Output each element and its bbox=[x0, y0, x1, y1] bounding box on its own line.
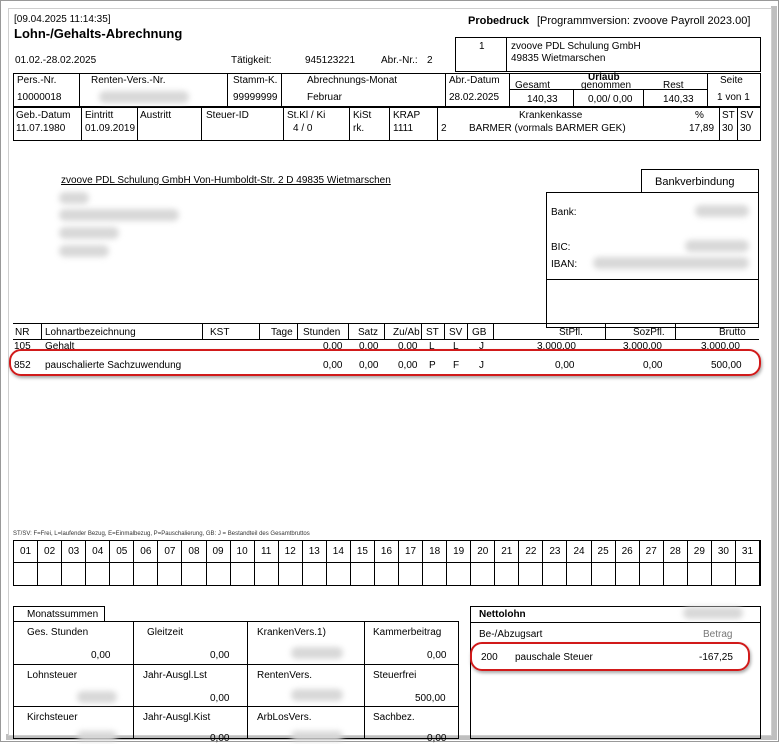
abzugsart-label: Be-/Abzugsart bbox=[479, 629, 543, 640]
day-entry-20 bbox=[471, 563, 495, 585]
monat-label: Abrechnungs-Monat bbox=[307, 75, 398, 86]
lohnsteuer-label: Lohnsteuer bbox=[27, 670, 78, 681]
gleitzeit-value: 0,00 bbox=[210, 650, 230, 661]
redacted-krankenvers bbox=[291, 647, 343, 659]
timestamp: [09.04.2025 11:14:35] bbox=[14, 14, 111, 25]
day-cell-11: 11 bbox=[255, 541, 279, 563]
day-cell-15: 15 bbox=[351, 541, 375, 563]
day-entry-12 bbox=[279, 563, 303, 585]
redacted-renten bbox=[99, 91, 189, 103]
taetigkeit-label: Tätigkeit: bbox=[231, 55, 272, 66]
austritt-label: Austritt bbox=[140, 110, 172, 121]
day-entry-16 bbox=[375, 563, 399, 585]
gleitzeit-label: Gleitzeit bbox=[147, 627, 184, 638]
monat-value: Februar bbox=[307, 92, 343, 103]
company-city: 49835 Wietmarschen bbox=[511, 53, 606, 64]
jahr-ausgl-kist-label: Jahr-Ausgl.Kist bbox=[143, 712, 211, 723]
day-cell-17: 17 bbox=[399, 541, 423, 563]
steuerfrei-value: 500,00 bbox=[415, 693, 446, 704]
day-entry-08 bbox=[182, 563, 206, 585]
pers-nr: 10000018 bbox=[17, 92, 62, 103]
day-cell-14: 14 bbox=[327, 541, 351, 563]
days-grid bbox=[13, 540, 761, 586]
day-entry-06 bbox=[134, 563, 158, 585]
col-nr: NR bbox=[15, 327, 30, 338]
day-entry-17 bbox=[399, 563, 423, 585]
krankenkasse-label: Krankenkasse bbox=[519, 110, 583, 121]
kist-label: KiSt bbox=[353, 110, 372, 121]
bank-title: Bankverbindung bbox=[655, 176, 735, 188]
day-entry-04 bbox=[86, 563, 110, 585]
stamm-value: 99999999 bbox=[233, 92, 278, 103]
company-name: zvoove PDL Schulung GmbH bbox=[511, 41, 641, 52]
day-cell-25: 25 bbox=[592, 541, 616, 563]
redacted-recipient-4 bbox=[59, 245, 109, 257]
day-cell-19: 19 bbox=[447, 541, 471, 563]
day-entry-15 bbox=[351, 563, 375, 585]
col-tage: Tage bbox=[271, 327, 293, 338]
day-entry-13 bbox=[303, 563, 327, 585]
day-cell-13: 13 bbox=[303, 541, 327, 563]
krap-label: KRAP bbox=[393, 110, 421, 121]
day-cell-02: 02 bbox=[38, 541, 62, 563]
day-cell-26: 26 bbox=[616, 541, 640, 563]
kammerbeitrag-label: Kammerbeitrag bbox=[373, 627, 442, 638]
day-entry-31 bbox=[736, 563, 760, 585]
rentenvers-label: RentenVers. bbox=[257, 670, 313, 681]
steuer-id-label: Steuer-ID bbox=[206, 110, 249, 121]
stkl-value: 4 / 0 bbox=[293, 123, 313, 134]
sender-line: zvoove PDL Schulung GmbH Von-Humboldt-Str. 2 D 49835 Wietmarschen bbox=[61, 175, 391, 186]
col-stunden: Stunden bbox=[303, 327, 341, 338]
krankenvers-label: KrankenVers.1) bbox=[257, 627, 326, 638]
geb-value: 11.07.1980 bbox=[16, 123, 66, 134]
day-entry-11 bbox=[255, 563, 279, 585]
steuerfrei-label: Steuerfrei bbox=[373, 670, 417, 681]
col-kst: KST bbox=[210, 327, 230, 338]
redacted-lohnsteuer bbox=[77, 691, 117, 703]
monatssummen-title: Monatssummen bbox=[27, 609, 99, 620]
redacted-kirchsteuer bbox=[77, 731, 117, 741]
day-entry-01 bbox=[14, 563, 38, 585]
jahr-ausgl-lst-label: Jahr-Ausgl.Lst bbox=[143, 670, 207, 681]
day-cell-31: 31 bbox=[736, 541, 760, 563]
abr-datum-label: Abr.-Datum bbox=[449, 75, 500, 86]
ges-stunden-value: 0,00 bbox=[91, 650, 111, 661]
pers-nr-label: Pers.-Nr. bbox=[17, 75, 57, 86]
table-row-gehalt: 105 Gehalt 0,00 0,00 0,00 L L J 3.000,00 3.000,00 3.000,00 bbox=[14, 341, 740, 352]
day-entry-05 bbox=[110, 563, 134, 585]
day-cell-24: 24 bbox=[567, 541, 591, 563]
day-entry-24 bbox=[567, 563, 591, 585]
sachbez-label: Sachbez. bbox=[373, 712, 415, 723]
col-brutto: Brutto bbox=[719, 327, 746, 338]
abr-nr-value: 2 bbox=[427, 55, 433, 66]
kammerbeitrag-value: 0,00 bbox=[427, 650, 447, 661]
abr-nr-label: Abr.-Nr.: bbox=[381, 55, 418, 66]
redacted-bank bbox=[695, 205, 749, 217]
netto-row-nr: 200 bbox=[481, 652, 498, 663]
day-cell-01: 01 bbox=[14, 541, 38, 563]
st-value: 30 bbox=[722, 123, 734, 134]
day-cell-12: 12 bbox=[279, 541, 303, 563]
col-stpfl: StPfl. bbox=[559, 327, 583, 338]
stkl-label: St.Kl / Ki bbox=[287, 110, 326, 121]
day-entry-09 bbox=[207, 563, 231, 585]
redacted-iban bbox=[593, 257, 749, 269]
day-cell-06: 06 bbox=[134, 541, 158, 563]
redacted-rentenvers bbox=[291, 689, 343, 701]
day-cell-03: 03 bbox=[62, 541, 86, 563]
legend-text: ST/SV: F=Frei, L=laufender Bezug, E=Einmalbezug, P=Pauschalierung, GB: J = Bestandteil des Gesamtbruttos bbox=[13, 531, 310, 537]
jahr-ausgl-lst-value: 0,00 bbox=[210, 693, 230, 704]
day-entry-29 bbox=[688, 563, 712, 585]
sv-value: 30 bbox=[740, 123, 752, 134]
sachbez-value: 0,00 bbox=[427, 733, 447, 744]
day-entry-28 bbox=[664, 563, 688, 585]
col-sv: SV bbox=[449, 327, 463, 338]
day-cell-07: 07 bbox=[158, 541, 182, 563]
day-entry-03 bbox=[62, 563, 86, 585]
kirchsteuer-label: Kirchsteuer bbox=[27, 712, 78, 723]
col-gb: GB bbox=[472, 327, 487, 338]
abr-datum: 28.02.2025 bbox=[449, 92, 500, 103]
day-cell-04: 04 bbox=[86, 541, 110, 563]
day-cell-21: 21 bbox=[495, 541, 519, 563]
nettolohn-title: Nettolohn bbox=[479, 609, 526, 620]
seite-label: Seite bbox=[720, 75, 743, 86]
day-entry-10 bbox=[231, 563, 255, 585]
redacted-bic bbox=[685, 240, 749, 252]
st-label: ST bbox=[722, 110, 735, 121]
day-entry-19 bbox=[447, 563, 471, 585]
iban-label: IBAN: bbox=[551, 259, 578, 270]
netto-row-name: pauschale Steuer bbox=[515, 652, 593, 663]
day-entry-26 bbox=[616, 563, 640, 585]
day-cell-05: 05 bbox=[110, 541, 134, 563]
sv-label: SV bbox=[740, 110, 754, 121]
day-entry-23 bbox=[543, 563, 567, 585]
gesamt-label: Gesamt bbox=[515, 80, 551, 91]
day-entry-27 bbox=[640, 563, 664, 585]
day-entry-07 bbox=[158, 563, 182, 585]
day-cell-29: 29 bbox=[688, 541, 712, 563]
col-sozpfl: SozPfl. bbox=[633, 327, 665, 338]
probedruck-label: Probedruck bbox=[468, 15, 530, 27]
program-version: [Programmversion: zvoove Payroll 2023.00] bbox=[537, 15, 751, 27]
day-cell-22: 22 bbox=[519, 541, 543, 563]
geb-label: Geb.-Datum bbox=[16, 110, 71, 121]
krankenkasse-name: BARMER (vormals BARMER GEK) bbox=[469, 123, 626, 134]
genommen-label: genommen bbox=[581, 80, 632, 91]
day-cell-27: 27 bbox=[640, 541, 664, 563]
day-entry-30 bbox=[712, 563, 736, 585]
taetigkeit-value: 945123221 bbox=[305, 55, 356, 66]
day-entry-02 bbox=[38, 563, 62, 585]
percent-value: 17,89 bbox=[689, 123, 715, 134]
redacted-recipient-2 bbox=[59, 209, 179, 221]
day-cell-16: 16 bbox=[375, 541, 399, 563]
day-cell-23: 23 bbox=[543, 541, 567, 563]
urlaub-label: Urlaub bbox=[588, 72, 620, 83]
redacted-recipient-1 bbox=[59, 192, 89, 204]
redacted-nettolohn bbox=[683, 607, 743, 619]
jahr-ausgl-kist-value: 0,00 bbox=[210, 733, 230, 744]
bank-label: Bank: bbox=[551, 207, 577, 218]
day-cell-10: 10 bbox=[231, 541, 255, 563]
day-entry-22 bbox=[519, 563, 543, 585]
col-lohnart: Lohnartbezeichnung bbox=[45, 327, 136, 338]
nettolohn-box bbox=[470, 606, 761, 739]
percent-label: % bbox=[695, 110, 704, 121]
netto-row-value: -167,25 bbox=[699, 652, 733, 663]
rest-label: Rest bbox=[663, 80, 684, 91]
day-cell-09: 09 bbox=[207, 541, 231, 563]
payslip-page: [09.04.2025 11:14:35] Lohn-/Gehalts-Abrechnung Probedruck [Programmversion: zvoove Payroll 2023.00] 01.02.-28.02.2025 Tätigkeit: 945123221 Abr.-Nr.: 2 1 zvoove PDL Schulung GmbH 49835 Wietmarschen Pers.-Nr. 10000018 Renten-Vers.-Nr. Stamm-K. 99999999 Abrechnungs-Monat Februar Abr.-Datum 28.02.2025 Urlaub Gesamt genommen Rest 140,33 0,00/ 0,00 140,33 Seite 1 von 1 Geb.-Datum 11.07.1980 Eintritt 01.09.2019 Austritt Steuer-ID St.Kl / Ki 4 / 0 KiSt rk. KRAP 1111 Krankenkasse 2 BARMER (vormals BARMER GEK) % 17,89 ST 30 SV 30 zvoove PDL Schulung GmbH Von-Humboldt-Str. 2 D 49835 Wietmarschen Bankverbindung Bank: BIC: IBAN: NR Lohnartbezeichnung KST Tage Stunden Satz Zu/Ab ST SV GB StPfl. SozPfl. Brutto 105 Gehalt 0,00 0,00 0,00 L L J 3.000,00 3.000,00 3.000,00 852 pauschalierte Sachzuwendung 0,00 0,00 0,00 P F J 0,00 0,00 500,00 ST/SV: F=Frei, L=laufender Bezug, E=Einmalbezug, P=Pauschalierung, GB: J = Bestandteil des Gesamtbruttos 01 02 03 04 05 06 07 08 09 10 11 12 13 14 15 16 17 18 19 20 21 22 23 24 25 26 27 28 29 30 31 Monatssummen Ges. Stunden 0,00 Gleitzeit 0,00 KrankenVers.1) Kammerbeitrag 0,00 Lohnsteuer Jahr-Ausgl.Lst 0,00 RentenVers. Steuerfrei 500,00 Kirchsteuer Jahr-Ausgl.Kist 0,00 ArbLosVers. Sachbez. 0,00 Nettolohn Be-/Abzugsart Betrag 200 pauschale Steuer -167,25 bbox=[8, 8, 772, 736]
gesamt-value: 140,33 bbox=[527, 94, 558, 105]
rest-value: 140,33 bbox=[663, 94, 694, 105]
col-st: ST bbox=[426, 327, 439, 338]
day-entry-14 bbox=[327, 563, 351, 585]
krap-value: 1111 bbox=[393, 123, 414, 134]
day-entry-25 bbox=[592, 563, 616, 585]
eintritt-label: Eintritt bbox=[85, 110, 114, 121]
day-cell-28: 28 bbox=[664, 541, 688, 563]
betrag-label: Betrag bbox=[703, 629, 733, 640]
redacted-recipient-3 bbox=[59, 227, 119, 239]
day-cell-20: 20 bbox=[471, 541, 495, 563]
bic-label: BIC: bbox=[551, 242, 571, 253]
company-no: 1 bbox=[479, 41, 485, 52]
day-cell-18: 18 bbox=[423, 541, 447, 563]
krankenkasse-nr: 2 bbox=[441, 123, 447, 134]
seite-value: 1 von 1 bbox=[717, 92, 750, 103]
day-entry-21 bbox=[495, 563, 519, 585]
kist-value: rk. bbox=[353, 123, 365, 134]
day-cell-08: 08 bbox=[182, 541, 206, 563]
genommen-value: 0,00/ 0,00 bbox=[588, 94, 633, 105]
document-title: Lohn-/Gehalts-Abrechnung bbox=[14, 26, 183, 41]
col-satz: Satz bbox=[358, 327, 379, 338]
ges-stunden-label: Ges. Stunden bbox=[27, 627, 89, 638]
redacted-arblosvers bbox=[291, 731, 343, 741]
stamm-label: Stamm-K. bbox=[233, 75, 278, 86]
renten-label: Renten-Vers.-Nr. bbox=[91, 75, 166, 86]
arblosvers-label: ArbLosVers. bbox=[257, 712, 312, 723]
eintritt-value: 01.09.2019 bbox=[85, 123, 136, 134]
day-entry-18 bbox=[423, 563, 447, 585]
day-cell-30: 30 bbox=[712, 541, 736, 563]
col-zuab: Zu/Ab bbox=[393, 327, 420, 338]
period: 01.02.-28.02.2025 bbox=[15, 55, 97, 66]
